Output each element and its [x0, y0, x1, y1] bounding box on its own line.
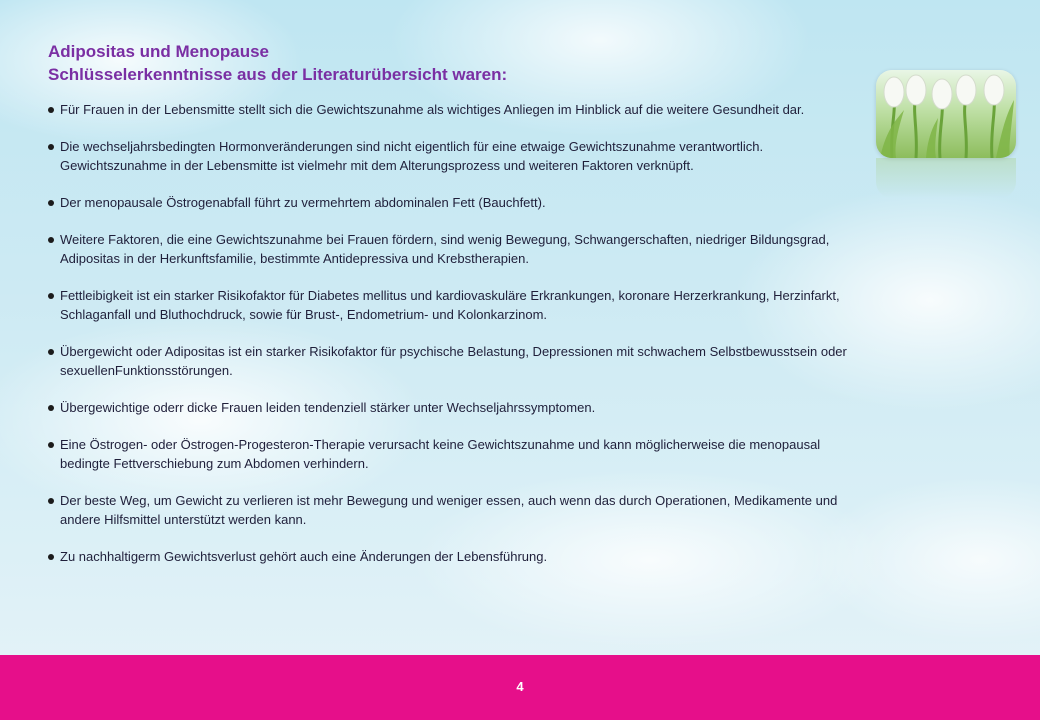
key-findings-list	[48, 100, 848, 566]
tulip-illustration	[876, 70, 1016, 158]
bullet-icon	[48, 107, 54, 113]
list-item	[48, 286, 848, 324]
list-item-text: Übergewichtige oderr dicke Frauen leiden tendenziell stärker unter Wechseljahrssymptomen.	[60, 400, 596, 415]
list-item-text: Der beste Weg, um Gewicht zu verlieren ist mehr Bewegung und weniger essen, auch wenn das durch Operationen, Medikamente und andere Hilfsmittel unterstützt werden kann.	[60, 493, 838, 527]
list-item-text: Für Frauen in der Lebensmitte stellt sich die Gewichtszunahme als wichtiges Anliegen im Hinblick auf die weitere Gesundheit dar.	[60, 102, 805, 117]
tulip-reflection	[876, 158, 1016, 198]
list-item-text: Zu nachhaltigerm Gewichtsverlust gehört auch eine Änderungen der Lebensführung.	[60, 549, 548, 564]
bullet-icon	[48, 554, 54, 560]
bullet-icon	[48, 200, 54, 206]
list-item-text: Die wechseljahrsbedingten Hormonveränderungen sind nicht eigentlich für eine etwaige Gewichtszunahme verantwortlich. Gewichtszunahme in der Lebensmitte ist vielmehr mit dem Alterungsprozess und weiteren Faktoren verknüpft.	[60, 139, 764, 173]
bullet-icon	[48, 349, 54, 355]
bullet-icon	[48, 293, 54, 299]
slide-subtitle: Schlüsselerkenntnisse aus der Literaturübersicht waren:	[48, 65, 508, 84]
bullet-icon	[48, 442, 54, 448]
list-item	[48, 547, 848, 566]
list-item	[48, 100, 848, 119]
list-item	[48, 230, 848, 268]
list-item	[48, 491, 848, 529]
list-item-text: Der menopausale Östrogenabfall führt zu vermehrtem abdominalen Fett (Bauchfett).	[60, 195, 546, 210]
list-item-text: Weitere Faktoren, die eine Gewichtszunahme bei Frauen fördern, sind wenig Bewegung, Schwangerschaften, niedriger Bildungsgrad, Adipositas in der Herkunftsfamilie, bestimmte Antidepressiva und Krebstherapien.	[60, 232, 830, 266]
list-item-text: Fettleibigkeit ist ein starker Risikofaktor für Diabetes mellitus und kardiovaskuläre Erkrankungen, koronare Herzerkrankung, Herzinfarkt, Schlaganfall und Bluthochdruck, sowie für Brust-, Endometrium- und Kolonkarzinom.	[60, 288, 840, 322]
bullet-icon	[48, 498, 54, 504]
list-item-text: Eine Östrogen- oder Östrogen-Progesteron-Therapie verursacht keine Gewichtszunahme und kann möglicherweise die menopausal bedingte Fettverschiebung zum Abdomen verhindern.	[60, 437, 821, 471]
list-item	[48, 193, 848, 212]
slide-content	[48, 40, 848, 584]
slide-title: Adipositas und Menopause	[48, 42, 270, 61]
bullet-icon	[48, 237, 54, 243]
bullet-icon	[48, 144, 54, 150]
bullet-icon	[48, 405, 54, 411]
list-item-text: Übergewicht oder Adipositas ist ein starker Risikofaktor für psychische Belastung, Depressionen mit schwachem Selbstbewusstsein oder sexuellenFunktionsstörungen.	[60, 344, 847, 378]
list-item	[48, 435, 848, 473]
page-number: 4	[516, 679, 524, 694]
list-item	[48, 342, 848, 380]
tulip-image	[876, 70, 1016, 158]
list-item	[48, 137, 848, 175]
list-item	[48, 398, 848, 417]
footer-bar	[0, 655, 1040, 720]
